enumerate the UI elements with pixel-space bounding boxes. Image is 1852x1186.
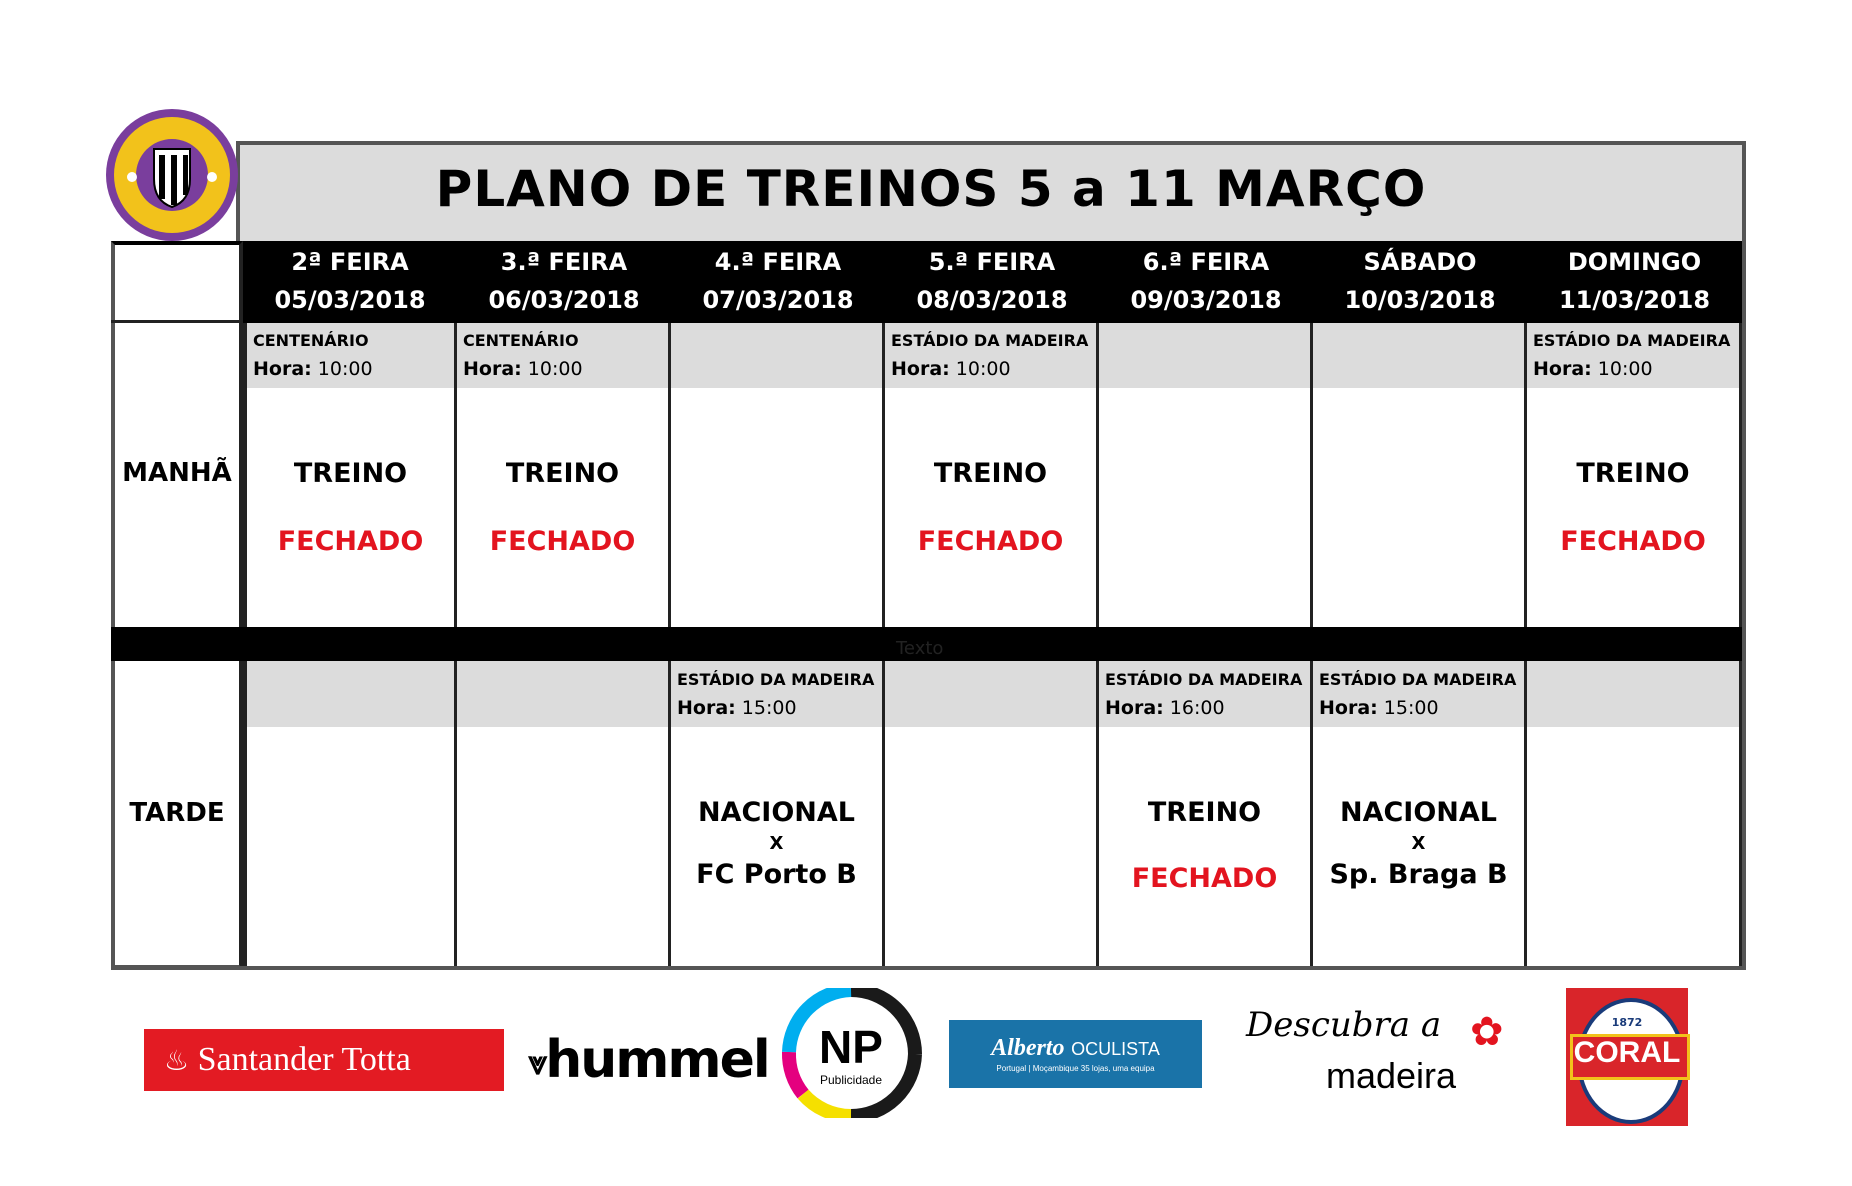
page-title: PLANO DE TREINOS 5 a 11 MARÇO: [435, 160, 1427, 218]
venue-label: ESTÁDIO DA MADEIRA: [1105, 670, 1303, 689]
morning-cell: [1099, 323, 1313, 627]
activity-text: [1313, 458, 1524, 492]
cell-info: [1313, 661, 1524, 727]
day-name: 2ª FEIRA: [291, 248, 409, 276]
match-home-text: [247, 797, 454, 829]
morning-cell: [1313, 323, 1527, 627]
match-away-text: [247, 859, 454, 893]
venue-label: ESTÁDIO DA MADEIRA: [1533, 331, 1731, 350]
coral-name: CORAL: [1573, 1036, 1681, 1069]
status-text: [1099, 526, 1310, 560]
time-row: [671, 354, 882, 384]
time-row: [1527, 693, 1739, 723]
venue-label: [671, 328, 882, 354]
venue-label: [247, 667, 454, 693]
activity-text: TREINO: [1576, 458, 1690, 489]
vs-text: [885, 829, 1096, 859]
time-value: 10:00: [1597, 358, 1653, 380]
match-home-text: NACIONAL: [697, 797, 855, 828]
day-header: [457, 243, 671, 323]
label-column-top: [111, 241, 243, 323]
table-right-border: [1742, 141, 1746, 970]
match-home-text: [457, 797, 668, 829]
cell-info: [1313, 323, 1524, 388]
cell-info: [457, 323, 668, 388]
day-name: 3.ª FEIRA: [500, 248, 628, 276]
day-name: 4.ª FEIRA: [714, 248, 842, 276]
activity-text: [671, 458, 882, 492]
coral-year: 1872: [1611, 1016, 1643, 1029]
match-home-text: [885, 797, 1096, 829]
vs-text: [247, 829, 454, 859]
status-text: [1313, 526, 1524, 560]
day-name: 5.ª FEIRA: [928, 248, 1056, 276]
day-header: [243, 243, 457, 323]
activity-text: [1099, 458, 1310, 492]
status-text: FECHADO: [1560, 526, 1706, 557]
alberto-suffix: OCULISTA: [1071, 1039, 1160, 1059]
time-row: [1099, 354, 1310, 384]
hummel-chevron-icon: ⩔: [528, 1043, 546, 1083]
morning-cell: [243, 323, 457, 627]
day-header: [1527, 243, 1742, 323]
day-header: [671, 243, 885, 323]
time-value: 15:00: [741, 697, 797, 719]
cell-info: [671, 661, 882, 727]
hummel-text: hummel: [545, 1030, 769, 1090]
match-away-text: FECHADO: [1131, 863, 1278, 894]
divider-text: Texto: [896, 638, 944, 659]
match-home-text: [1527, 797, 1739, 829]
afternoon-cell: [885, 661, 1099, 966]
cell-info: [1099, 661, 1310, 727]
cell-info: [247, 323, 454, 388]
day-name: DOMINGO: [1567, 248, 1702, 276]
day-date: 06/03/2018: [488, 286, 640, 314]
venue-label: ESTÁDIO DA MADEIRA: [677, 670, 875, 689]
day-name: 6.ª FEIRA: [1142, 248, 1270, 276]
morning-label: MANHÃ: [122, 458, 232, 488]
match-away-text: [457, 859, 668, 893]
hora-label: Hora:: [1105, 697, 1164, 719]
activity-text: TREINO: [505, 458, 620, 489]
time-row: [247, 693, 454, 723]
day-header: [1099, 243, 1313, 323]
cell-info: [1527, 323, 1739, 388]
hora-label: Hora:: [463, 358, 522, 380]
hora-label: Hora:: [1533, 358, 1592, 380]
np-small-text: Publicidade: [819, 1073, 883, 1087]
time-row: [457, 693, 668, 723]
venue-label: ESTÁDIO DA MADEIRA: [1319, 670, 1517, 689]
hora-label: Hora:: [1319, 697, 1378, 719]
descubra-line: Descubra a: [1246, 1005, 1442, 1045]
alberto-tagline: Portugal | Moçambique 35 lojas, uma equipa: [996, 1064, 1155, 1073]
time-value: 16:00: [1169, 697, 1225, 719]
coral-logo: [1566, 988, 1688, 1126]
morning-cell: [1527, 323, 1742, 627]
status-text: [671, 526, 882, 560]
day-name: SÁBADO: [1363, 248, 1477, 276]
venue-label: [1313, 328, 1524, 354]
vs-text: [457, 829, 668, 859]
afternoon-label-cell: [111, 661, 243, 969]
day-date: 08/03/2018: [916, 286, 1068, 314]
hummel-logo: [528, 1025, 769, 1095]
morning-cell: [457, 323, 671, 627]
afternoon-cell: [671, 661, 885, 966]
flower-icon: ✿: [1470, 1009, 1504, 1055]
cell-info: [457, 661, 668, 727]
time-row: [1527, 354, 1739, 384]
cell-info: [671, 323, 882, 388]
alberto-name: Alberto: [991, 1035, 1065, 1061]
match-away-text: [1527, 859, 1739, 893]
venue-label: [1099, 328, 1310, 354]
santander-text: Santander Totta: [197, 1041, 411, 1078]
hora-label: Hora:: [677, 697, 736, 719]
cell-info: [885, 661, 1096, 727]
madeira-line: madeira: [1326, 1055, 1457, 1096]
afternoon-label: TARDE: [129, 798, 225, 828]
hora-label: Hora:: [891, 358, 950, 380]
day-date: 05/03/2018: [274, 286, 426, 314]
afternoon-cell: [1527, 661, 1742, 966]
hora-label: Hora:: [253, 358, 312, 380]
afternoon-cell: [1313, 661, 1527, 966]
venue-label: CENTENÁRIO: [253, 331, 369, 350]
club-logo: [104, 107, 240, 243]
match-home-text: TREINO: [1147, 797, 1262, 828]
status-text: FECHADO: [277, 526, 424, 557]
time-value: 10:00: [317, 358, 373, 380]
venue-label: [457, 667, 668, 693]
time-row: [1313, 354, 1524, 384]
time-row: [671, 693, 882, 723]
descubra-madeira-logo: [1246, 1005, 1516, 1105]
vs-text: X: [769, 833, 784, 854]
cell-info: [247, 661, 454, 727]
cell-info: [885, 323, 1096, 388]
time-row: [457, 354, 668, 384]
day-date: 10/03/2018: [1344, 286, 1496, 314]
time-row: [885, 354, 1096, 384]
time-row: [1313, 693, 1524, 723]
day-date: 07/03/2018: [702, 286, 854, 314]
match-away-text: [885, 859, 1096, 893]
np-big-text: NP: [819, 1021, 883, 1073]
time-row: [885, 693, 1096, 723]
morning-cell: [885, 323, 1099, 627]
activity-text: TREINO: [293, 458, 408, 489]
flame-icon: ♨: [164, 1046, 190, 1077]
time-row: [247, 354, 454, 384]
match-home-text: NACIONAL: [1339, 797, 1497, 828]
vs-text: [1099, 829, 1310, 859]
status-text: FECHADO: [489, 526, 636, 557]
venue-label: CENTENÁRIO: [463, 331, 579, 350]
status-text: FECHADO: [917, 526, 1064, 557]
venue-label: [885, 667, 1096, 693]
alberto-oculista-logo: [949, 1020, 1202, 1088]
vs-text: [1527, 829, 1739, 859]
match-away-text: FC Porto B: [696, 859, 857, 890]
afternoon-cell: [1099, 661, 1313, 966]
time-row: [1099, 693, 1310, 723]
santander-logo: [144, 1029, 504, 1091]
day-header: [1313, 243, 1527, 323]
afternoon-cell: [243, 661, 457, 966]
activity-text: TREINO: [933, 458, 1048, 489]
day-header: [885, 243, 1099, 323]
match-away-text: Sp. Braga B: [1329, 859, 1508, 890]
morning-cell: [671, 323, 885, 627]
cell-info: [1099, 323, 1310, 388]
table-bottom-border: [111, 966, 1746, 970]
day-date: 09/03/2018: [1130, 286, 1282, 314]
venue-label: [1527, 667, 1739, 693]
venue-label: ESTÁDIO DA MADEIRA: [891, 331, 1089, 350]
afternoon-cell: [457, 661, 671, 966]
time-value: 10:00: [527, 358, 583, 380]
day-date: 11/03/2018: [1558, 286, 1711, 314]
cell-info: [1527, 661, 1739, 727]
morning-label-cell: [111, 323, 243, 627]
vs-text: X: [1411, 833, 1426, 854]
time-value: 15:00: [1383, 697, 1439, 719]
time-value: 10:00: [955, 358, 1011, 380]
